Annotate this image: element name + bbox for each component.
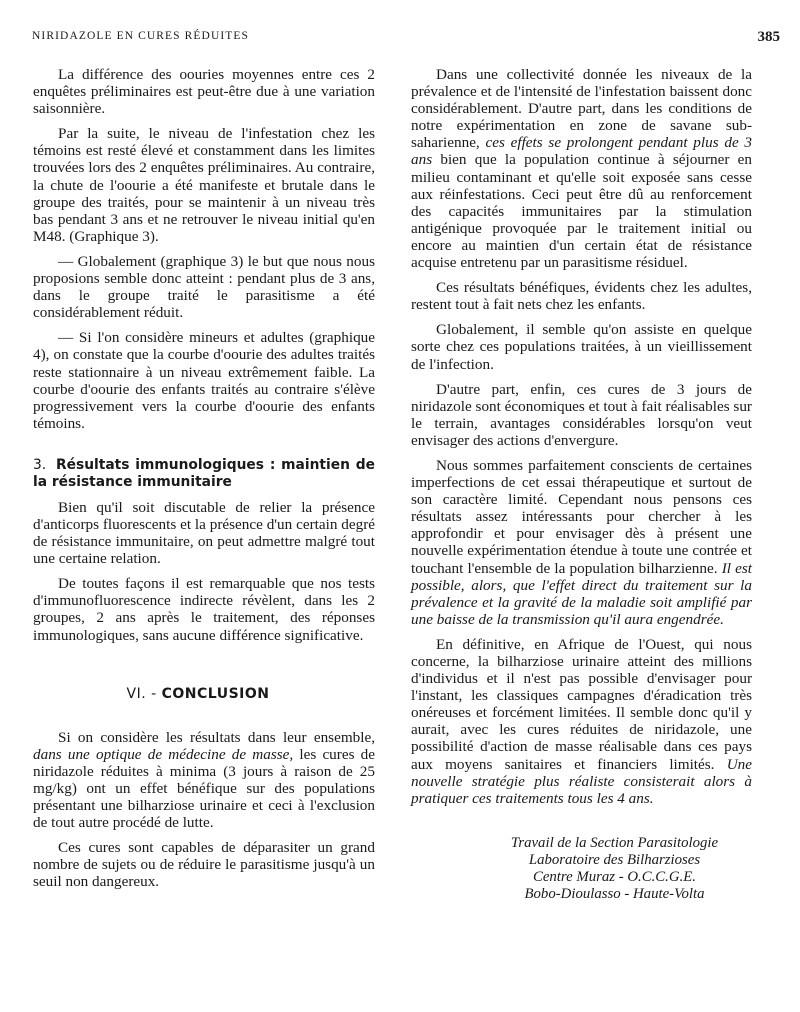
conclusion-heading xyxy=(33,686,375,703)
signature-line: Travail de la Section Parasitologie xyxy=(510,834,719,851)
p7-text-a: Si on considère les résultats dans leur ensemble, xyxy=(58,728,375,746)
left-paragraph-2: Par la suite, le niveau de l'infestation chez les témoins est resté élevé et constamment dans les limites trouvées lors des 2 enquêtes préliminaires. Au contraire, la chute de l'oourie a été manifeste et brutale dans le groupe des traités, pour se maintenir à un niveau très bas pendant 3 ans et ne retrouver le niveau initial qu'en M48. (Graphique 3). xyxy=(33,125,375,245)
section-6-number: VI. - xyxy=(126,685,157,702)
right-paragraph-4: D'autre part, enfin, ces cures de 3 jours de niridazole sont économiques et tout à fait réalisables sur le terrain, avantages considérables lorsqu'on veut envisager des actions d'envergure. xyxy=(411,380,752,449)
left-paragraph-7 xyxy=(33,729,375,832)
right-paragraph-5 xyxy=(411,457,752,628)
left-column xyxy=(33,66,375,899)
right-paragraph-1 xyxy=(411,66,752,271)
p7-text-b: les cures de niridazole réduites à minima (3 jours à raison de 25 mg/kg) ont un effet bénéfique sur des populations présentant une bilharziose urinaire et ceci à l'exclusion de tout autre procédé de lutte. xyxy=(33,745,376,832)
left-paragraph-4: — Si l'on considère mineurs et adultes (graphique 4), on constate que la courbe d'oourie des adultes traités reste stationnaire à un niveau extrêmement faible. La courbe d'oourie des enfants traités au contraire s'élève progressivement vers la courbe d'oourie des enfants témoins. xyxy=(33,329,375,432)
signature-line: Laboratoire des Bilharzioses xyxy=(528,851,701,868)
rp1-italic: ces effets se prolongent pendant plus de 3 ans xyxy=(411,134,753,169)
rp6-text-a: En définitive, en Afrique de l'Ouest, qui nous concerne, la bilharziose urinaire atteint des millions d'individus et il n'est pas possible d'envisager pour l'instant, les classiques campagnes d'éradication très onéreuses et forcément limitées. Il semble donc qu'il y aurait, avec les cures réduites de niridazole, une possibilité d'action de masse réalisable dans ces pays aux moyens sanitaires et financiers limités. xyxy=(411,635,752,773)
rp5-italic: Il est possible, alors, que l'effet direct du traitement sur la prévalence et la gravité de la maladie soit amplifié par une baisse de la transmission qu'il aura engendrée. xyxy=(411,559,753,628)
signature-block xyxy=(507,835,722,903)
right-paragraph-2: Ces résultats bénéfiques, évidents chez les adultes, restent tout à fait nets chez les enfants. xyxy=(411,279,752,314)
left-paragraph-8: Ces cures sont capables de déparasiter un grand nombre de sujets ou de réduire le parasitisme jusqu'à un seuil non dangereux. xyxy=(33,839,375,891)
left-paragraph-1: La différence des oouries moyennes entre ces 2 enquêtes préliminaires est peut-être due à une variation saisonnière. xyxy=(33,66,375,118)
left-paragraph-5: Bien qu'il soit discutable de relier la présence d'anticorps fluorescents et la présence d'un certain degré de résistance immunitaire, on peut admettre malgré tout une certaine relation. xyxy=(33,498,375,568)
running-title: NIRIDAZOLE EN CURES RÉDUITES xyxy=(32,30,250,42)
signature-line: Centre Muraz - O.C.C.G.E. xyxy=(532,868,697,885)
right-column xyxy=(411,66,752,903)
right-paragraph-3: Globalement, il semble qu'on assiste en quelque sorte chez ces populations traitées, à un vieillissement de l'infection. xyxy=(411,321,752,373)
section-3-number: 3. xyxy=(33,456,47,473)
section-3-title: Résultats immunologiques : maintien de la résistance immunitaire xyxy=(33,456,375,490)
left-paragraph-3: — Globalement (graphique 3) le but que nous nous proposions semble donc atteint : pendant plus de 3 ans, dans le groupe traité le parasitisme a été considérablement réduit. xyxy=(33,252,375,322)
rp1-text-b: bien que la population continue à séjourner en milieu contaminant et qu'elle soit exposée sans cesse aux réinfestations. Ceci peut être dû au renforcement des capacités immunitaires par la stimulation antigénique provoquée par le traitement initial ou encore au maintien d'un certain état de résistance acquise entretenu par un parasitisme résiduel. xyxy=(411,151,752,272)
p7-italic: dans une optique de médecine de masse, xyxy=(33,745,294,763)
signature-line: Bobo-Dioulasso - Haute-Volta xyxy=(524,885,705,902)
left-paragraph-6: De toutes façons il est remarquable que nos tests d'immunofluorescence indirecte révèlent, dans les 2 groupes, 2 ans après le traitement, des réponses immunologiques, sans aucune différence significative. xyxy=(33,575,375,644)
section-3-heading xyxy=(33,457,375,491)
page-number: 385 xyxy=(757,29,780,45)
right-paragraph-6 xyxy=(411,636,752,807)
section-6-title: CONCLUSION xyxy=(161,685,270,702)
rp5-text-a: Nous sommes parfaitement conscients de certaines imperfections de cet essai thérapeutique et surtout de son caractère limité. Cependant nous pensons ces résultats assez intéressants pour chercher à les approfondir et pour envisager dès à présent une nouvelle expérimentation étendue à toute une contrée et touchant l'ensemble de la population bilharzienne. xyxy=(411,456,752,577)
rp1-text-a: Dans une collectivité donnée les niveaux de la prévalence et de l'intensité de l'infestation baissent donc considérablement. D'autre part, dans les conditions de notre expérimentation en zone de savane sub-saharienne, xyxy=(411,66,752,152)
rp6-italic: Une nouvelle stratégie plus réaliste consisterait alors à pratiquer ces traitements tous les 4 ans. xyxy=(411,755,752,807)
